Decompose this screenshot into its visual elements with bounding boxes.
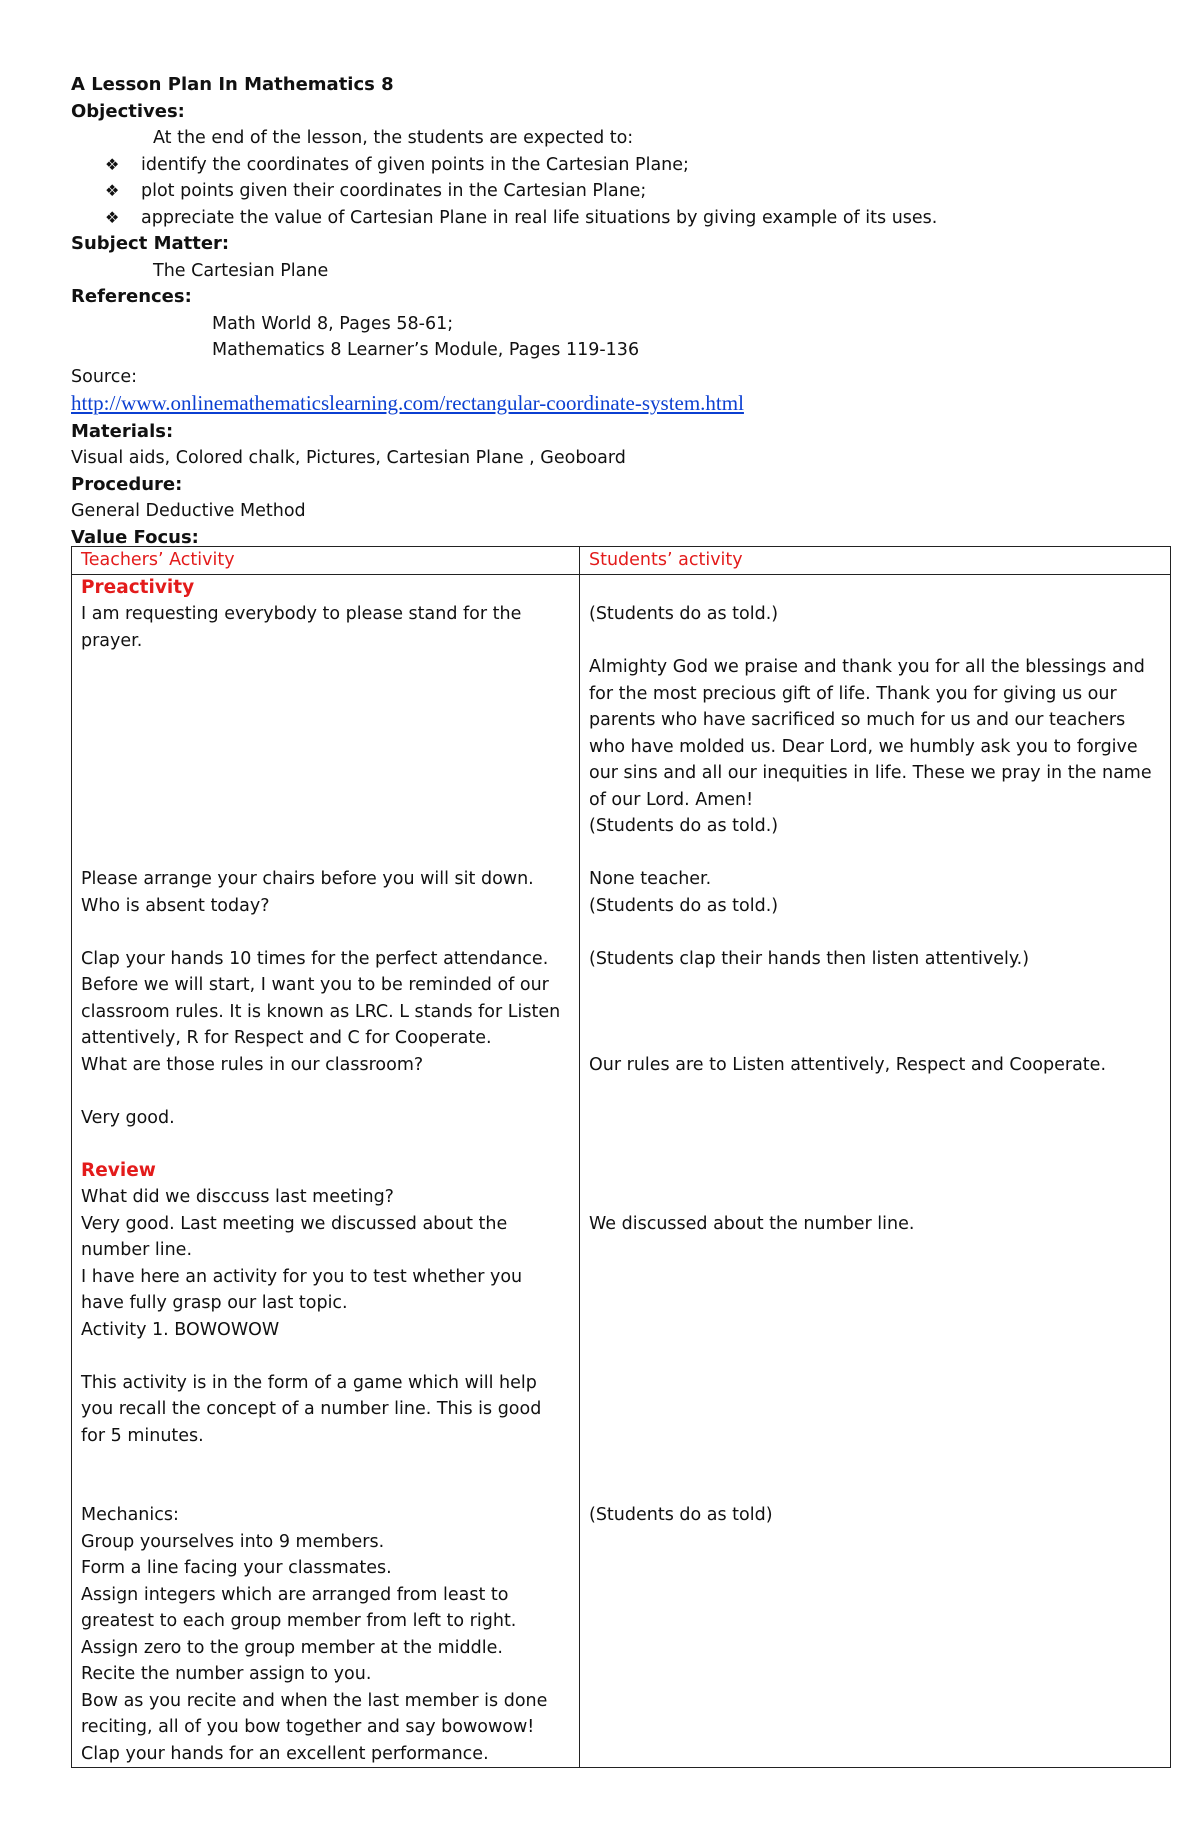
table-text-line: Clap your hands for an excellent performance. xyxy=(81,1743,489,1764)
teacher-column xyxy=(72,574,580,1768)
table-text-line: (Students do as told) xyxy=(589,1505,773,1525)
table-text-line: attentively, R for Respect and C for Cooperate. xyxy=(81,1028,492,1048)
table-text-line: We discussed about the number line. xyxy=(589,1213,915,1234)
table-text-line: Before we will start, I want you to be reminded of our xyxy=(81,975,549,995)
table-text-line: This activity is in the form of a game which will help xyxy=(81,1372,537,1393)
references-heading: References: xyxy=(71,286,192,307)
table-text-line: Our rules are to Listen attentively, Respect and Cooperate. xyxy=(589,1054,1107,1075)
materials-heading: Materials: xyxy=(71,420,174,442)
preactivity-label: Preactivity xyxy=(81,576,195,598)
table-header-row xyxy=(72,547,1171,575)
objective-text: appreciate the value of Cartesian Plane in real life situations by giving example of its uses. xyxy=(141,207,938,228)
table-text-line: have fully grasp our last topic. xyxy=(81,1293,348,1313)
reference-item: Mathematics 8 Learner’s Module, Pages 119-136 xyxy=(212,340,640,360)
activity-table xyxy=(71,546,1171,1768)
table-text-line: you recall the concept of a number line. This is good xyxy=(81,1399,542,1419)
objectives-list xyxy=(71,152,1171,232)
table-text-line: (Students do as told.) xyxy=(589,604,779,624)
table-text-line: Activity 1. BOWOWOW xyxy=(81,1319,280,1340)
lesson-header xyxy=(71,72,1171,551)
table-text-line: (Students do as told.) xyxy=(589,816,779,836)
diamond-bullet-icon: ❖ xyxy=(105,154,120,174)
table-text-line: Very good. xyxy=(81,1107,175,1128)
procedure-value: General Deductive Method xyxy=(71,501,306,521)
table-text-line: Very good. Last meeting we discussed about the xyxy=(81,1213,508,1234)
table-text-line: Who is absent today? xyxy=(81,895,270,916)
table-text-line: classroom rules. It is known as LRC. L stands for Listen xyxy=(81,1001,561,1022)
table-text-line: Please arrange your chairs before you will sit down. xyxy=(81,869,534,889)
table-text-line: Bow as you recite and when the last member is done xyxy=(81,1690,548,1711)
list-item xyxy=(71,205,1171,232)
document-title: A Lesson Plan In Mathematics 8 xyxy=(71,74,394,95)
table-text-line: for the most precious gift of life. Thank you for giving us our xyxy=(589,683,1117,704)
table-text-line: reciting, all of you bow together and say bowowow! xyxy=(81,1717,535,1737)
subject-matter-heading: Subject Matter: xyxy=(71,233,230,254)
objectives-intro: At the end of the lesson, the students are expected to: xyxy=(153,128,634,148)
table-text-line: Form a line facing your classmates. xyxy=(81,1558,392,1578)
diamond-bullet-icon: ❖ xyxy=(105,181,120,200)
table-row xyxy=(72,574,1171,1768)
table-text-line: Assign zero to the group member at the middle. xyxy=(81,1637,503,1658)
objective-text: identify the coordinates of given points in the Cartesian Plane; xyxy=(141,154,689,175)
table-text-line: What are those rules in our classroom? xyxy=(81,1054,424,1075)
table-text-line: (Students clap their hands then listen attentively.) xyxy=(589,948,1030,969)
table-text-line: Mechanics: xyxy=(81,1505,179,1525)
table-text-line: I am requesting everybody to please stand for the xyxy=(81,604,522,624)
table-text-line: prayer. xyxy=(81,630,143,651)
table-text-line: for 5 minutes. xyxy=(81,1425,204,1446)
review-label: Review xyxy=(81,1159,156,1181)
student-column xyxy=(580,574,1171,1768)
source-link[interactable]: http://www.onlinemathematicslearning.com/rectangular-coordinate-system.html xyxy=(71,391,744,415)
table-text-line: What did we disccuss last meeting? xyxy=(81,1187,394,1207)
students-activity-header: Students’ activity xyxy=(580,547,1171,575)
table-text-line: None teacher. xyxy=(589,869,712,889)
objective-text: plot points given their coordinates in the Cartesian Plane; xyxy=(141,181,647,201)
table-text-line: Group yourselves into 9 members. xyxy=(81,1531,385,1552)
list-item xyxy=(71,178,1171,205)
list-item xyxy=(71,152,1171,179)
teachers-activity-header: Teachers’ Activity xyxy=(72,547,580,575)
table-text-line: our sins and all our inequities in life. These we pray in the name xyxy=(589,763,1152,783)
table-text-line: Almighty God we praise and thank you for all the blessings and xyxy=(589,657,1145,677)
table-text-line: number line. xyxy=(81,1240,193,1260)
table-text-line: who have molded us. Dear Lord, we humbly ask you to forgive xyxy=(589,736,1138,757)
table-text-line: of our Lord. Amen! xyxy=(589,789,754,810)
table-text-line: greatest to each group member from left to right. xyxy=(81,1611,517,1631)
table-text-line: (Students do as told.) xyxy=(589,895,779,916)
procedure-heading: Procedure: xyxy=(71,473,183,495)
reference-item: Math World 8, Pages 58-61; xyxy=(212,313,454,334)
source-label: Source: xyxy=(71,366,138,387)
table-text-line: parents who have sacrificed so much for us and our teachers xyxy=(589,710,1126,730)
diamond-bullet-icon: ❖ xyxy=(105,207,120,227)
objectives-heading: Objectives: xyxy=(71,100,185,122)
table-text-line: Recite the number assign to you. xyxy=(81,1664,372,1684)
subject-matter-value: The Cartesian Plane xyxy=(153,260,329,281)
value-focus-heading: Value Focus: xyxy=(71,526,199,548)
table-text-line: Clap your hands 10 times for the perfect attendance. xyxy=(81,948,549,969)
materials-value: Visual aids, Colored chalk, Pictures, Cartesian Plane , Geoboard xyxy=(71,448,626,468)
table-text-line: I have here an activity for you to test whether you xyxy=(81,1266,523,1287)
table-text-line: Assign integers which are arranged from least to xyxy=(81,1584,509,1605)
